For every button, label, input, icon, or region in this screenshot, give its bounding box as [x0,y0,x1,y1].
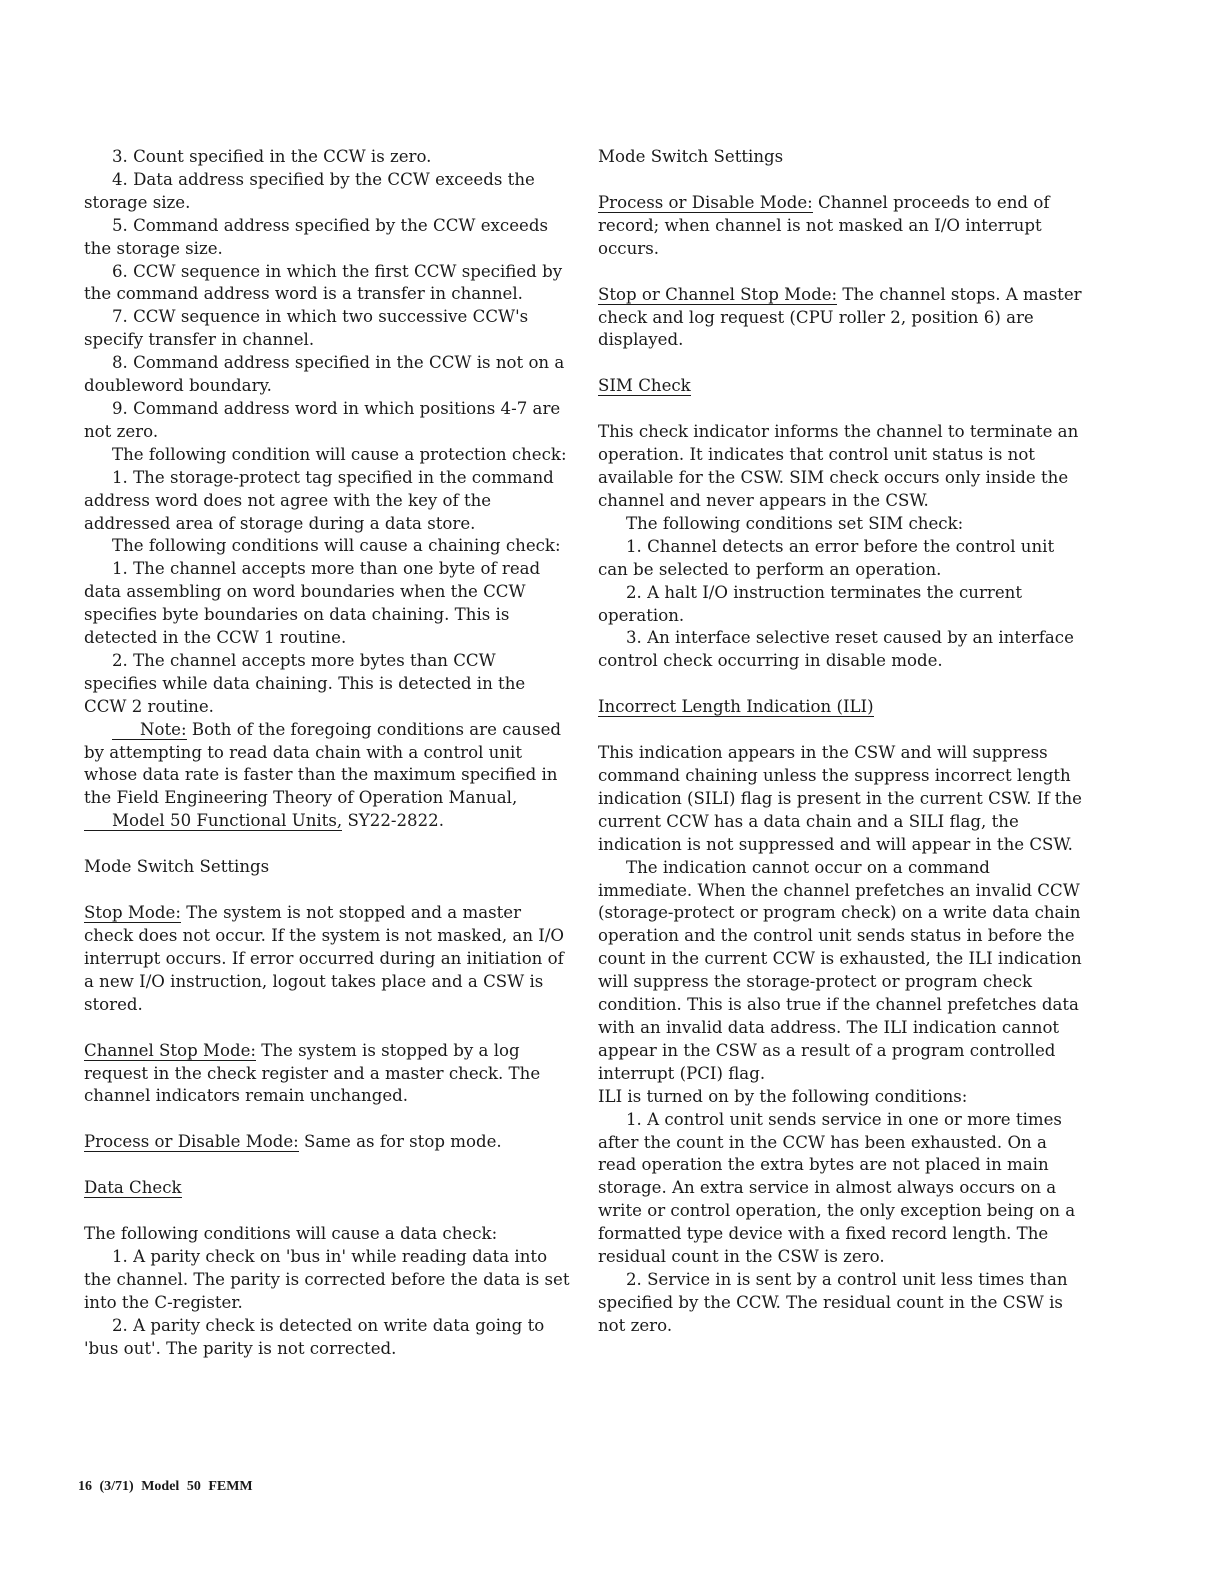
manual-number: SY22-2822. [347,811,444,831]
list-item: 1. A control unit sends service in one or more times after the count in the CCW has been exhausted. On a read operation the extra bytes are not placed in main storage. An extra service in almost always occurs on a write or control operation, the only exception being on a formatted type device with a fixed record length. The residual count in the CSW is zero. [598,1109,1076,1267]
data-check-heading [84,1177,572,1200]
channel-stop-mode-paragraph [84,1040,572,1109]
mode-switch-heading: Mode Switch Settings [84,857,270,877]
list-item: 2. A parity check is detected on write data going to 'bus out'. The parity is not corrected. [84,1315,545,1358]
sim-check-heading-text: SIM Check [598,376,691,396]
protection-intro: The following condition will cause a protection check: [112,444,567,464]
list-item: 7. CCW sequence in which two successive CCW's specify transfer in channel. [84,307,529,350]
manual-name: Model 50 FEMM [141,1479,253,1494]
note-text: Both of the foregoing conditions are caused by attempting to read data chain with a control unit whose data rate is faster than the maximum specified in the Field Engineering Theory of Operation Manual, [84,719,562,808]
list-item: 9. Command address word in which positions 4-7 are not zero. [84,398,561,441]
mode-label: Stop or Channel Stop Mode: [598,284,838,304]
process-disable-mode-paragraph [598,192,1088,261]
note-label: Note: [112,720,187,740]
ili-intro: ILI is turned on by the following conditions: [598,1086,968,1106]
sim-intro: The following conditions set SIM check: [626,513,964,533]
mode-label: Stop Mode: [84,903,181,923]
sim-check-heading [598,375,1088,398]
list-item: 1. The channel accepts more than one byte of read data assembling on word boundaries when the CCW specifies byte boundaries on data chaining. This is detected in the CCW 1 routine. [84,559,541,648]
stop-channel-stop-mode-paragraph [598,284,1088,353]
mode-text: The system is stopped by a log request in the check register and a master check. The channel indicators remain unchanged. [84,1040,541,1106]
list-item: 2. The channel accepts more bytes than CCW specifies while data chaining. This is detected in the CCW 2 routine. [84,650,526,716]
list-item: 1. A parity check on 'bus in' while reading data into the channel. The parity is corrected before the data is set into the C-register. [84,1247,570,1312]
sim-paragraph: This check indicator informs the channel to terminate an operation. It indicates that control unit status is not available for the CSW. SIM check occurs only inside the channel and never appears in the CSW. [598,422,1079,510]
stop-mode-paragraph [84,902,572,1017]
ili-paragraph: This indication appears in the CSW and will suppress command chaining unless the suppress incorrect length indication (SILI) flag is present in the current CSW. If the current CCW has a data chain and a SILI flag, the indication is not suppressed and will appear in the CSW. [598,743,1082,854]
ili-heading [598,696,1088,719]
note-paragraph [84,719,572,834]
list-item: 8. Command address specified in the CCW is not on a doubleword boundary. [84,353,565,396]
mode-text: Same as for stop mode. [304,1132,502,1152]
ili-heading-text: Incorrect Length Indication (ILI) [598,697,874,717]
revision-date: (3/71) [99,1479,134,1494]
list-item: 3. Count specified in the CCW is zero. [112,147,432,166]
list-item: 1. The storage-protect tag specified in the command address word does not agree with the key of the addressed area of storage during a data store. [84,467,554,533]
list-item: 2. Service in is sent by a control unit less times than specified by the CCW. The residual count in the CSW is not zero. [598,1269,1068,1335]
mode-label: Channel Stop Mode: [84,1040,256,1060]
process-disable-mode-paragraph [84,1131,572,1154]
mode-label: Process or Disable Mode: [84,1132,299,1152]
page-number: 16 [78,1479,92,1494]
list-item: 4. Data address specified by the CCW exceeds the storage size. [84,169,535,212]
list-item: 3. An interface selective reset caused by an interface control check occurring in disable mode. [598,628,1074,671]
mode-label: Process or Disable Mode: [598,192,813,212]
right-column [598,146,1088,1338]
manual-title: Model 50 Functional Units, [84,811,342,831]
data-check-intro: The following conditions will cause a data check: [84,1224,498,1244]
list-item: 5. Command address specified by the CCW exceeds the storage size. [84,215,548,258]
list-item: 1. Channel detects an error before the control unit can be selected to perform an operation. [598,536,1055,579]
mode-text: The system is not stopped and a master check does not occur. If the system is not masked, an I/O interrupt occurs. If error occurred during an initiation of a new I/O instruction, logout takes place and a CSW is stored. [84,903,565,1014]
data-check-heading-text: Data Check [84,1178,182,1198]
mode-switch-heading: Mode Switch Settings [598,147,784,166]
mode-text: The channel stops. A master check and log request (CPU roller 2, position 6) are displayed. [598,284,1082,350]
mode-text: Channel proceeds to end of record; when channel is not masked an I/O interrupt occurs. [598,192,1050,258]
page-footer [78,1479,253,1495]
list-item: 2. A halt I/O instruction terminates the current operation. [598,582,1023,625]
left-column [84,146,572,1361]
list-item: 6. CCW sequence in which the first CCW specified by the command address word is a transfer in channel. [84,261,563,304]
ili-paragraph: The indication cannot occur on a command immediate. When the channel prefetches an invalid CCW (storage-protect or program check) on a write data chain operation and the control unit sends status in before the count in the current CCW is exhausted, the ILI indication will suppress the storage-protect or program check condition. This is also true if the channel prefetches data with an invalid data address. The ILI indication cannot appear in the CSW as a result of a program controlled interrupt (PCI) flag. [598,857,1082,1083]
chaining-intro: The following conditions will cause a chaining check: [112,536,561,556]
